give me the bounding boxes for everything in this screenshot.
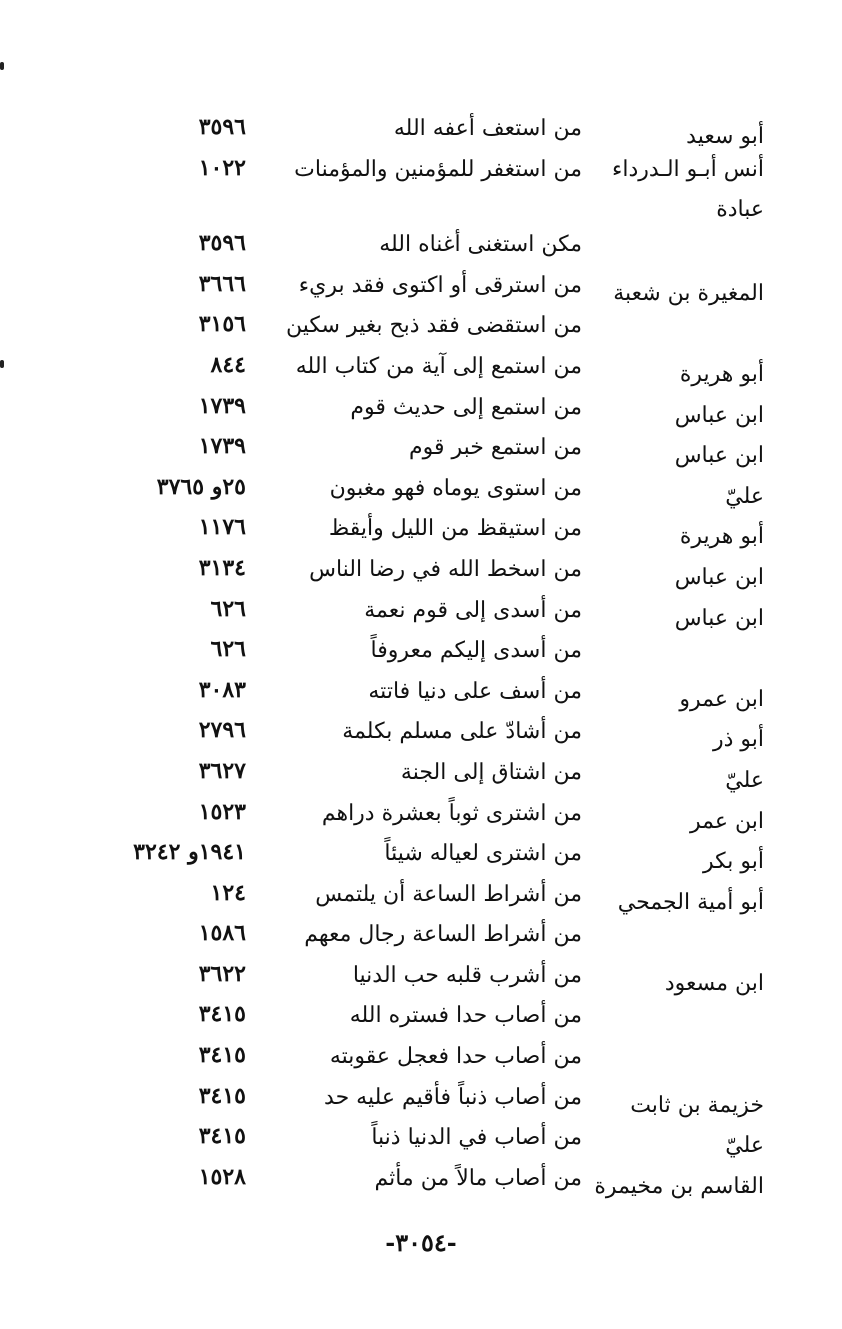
- reference-number: ٢٥و ٣٧٦٥: [156, 473, 246, 500]
- reference-number: ١٢٤: [210, 879, 246, 906]
- hadith-incipit: من أشراط الساعة رجال معهم: [304, 922, 582, 948]
- narrator-name: أبو ذر: [712, 727, 764, 753]
- hadith-incipit: من استرقى أو اكتوى فقد بريء: [298, 272, 582, 298]
- narrator-name: ابن عباس: [674, 402, 764, 428]
- hadith-incipit: من أشرب قلبه حب الدنيا: [352, 962, 582, 988]
- reference-number: ٢٧٩٦: [198, 717, 246, 744]
- hadith-incipit: من استيقظ من الليل وأيقظ: [328, 516, 582, 542]
- index-row: [0, 1001, 842, 1042]
- reference-number: ٣٤١٥: [198, 1123, 246, 1150]
- index-row: [0, 1042, 842, 1083]
- index-row: [0, 155, 842, 196]
- hadith-incipit: من أصاب حدا فعجل عقوبته: [329, 1044, 582, 1070]
- reference-number: ٣٥٩٦: [198, 114, 246, 140]
- reference-number: ١٧٣٩: [198, 392, 246, 419]
- hadith-incipit: من أصاب في الدنيا ذنباً: [371, 1125, 582, 1151]
- index-row: [0, 596, 842, 637]
- margin-mark: [0, 62, 4, 70]
- hadith-incipit: من استغفر للمؤمنين والمؤمنات: [294, 156, 582, 182]
- index-row: [0, 839, 842, 880]
- hadith-incipit: من أسدى إلى قوم نعمة: [364, 597, 582, 623]
- index-row: [0, 555, 842, 596]
- hadith-incipit: من اسخط الله في رضا الناس: [309, 556, 582, 582]
- index-row: [0, 1083, 842, 1124]
- index-row: [0, 961, 842, 1002]
- reference-number: ٦٢٦: [210, 636, 246, 663]
- index-row: [0, 114, 842, 155]
- hadith-incipit: من استمع إلى آية من كتاب الله: [295, 353, 582, 379]
- narrator-name: ابن عمر: [690, 808, 764, 834]
- reference-number: ١٥٢٣: [198, 798, 246, 825]
- hadith-incipit: من أسدى إليكم معروفاً: [370, 638, 582, 664]
- page-number: -٣٠٥٤-: [385, 1228, 457, 1257]
- reference-number: ١٥٢٨: [198, 1163, 246, 1190]
- hadith-incipit: من أصاب حدا فستره الله: [349, 1003, 582, 1029]
- narrator-name: ابن مسعود: [664, 970, 764, 996]
- hadith-incipit: من أسف على دنيا فاتته: [368, 678, 582, 704]
- index-row: [0, 271, 842, 312]
- reference-number: ١٩٤١و ٣٢٤٢: [133, 839, 246, 866]
- index-entries: [0, 114, 842, 1204]
- reference-number: ١٧٣٩: [198, 433, 246, 460]
- narrator-name: خزيمة بن ثابت: [630, 1092, 764, 1118]
- reference-number: ٣١٣٤: [198, 554, 246, 581]
- hadith-incipit: من استعف أعفه الله: [393, 116, 582, 141]
- hadith-incipit: من أصاب مالاً من مأثم: [374, 1165, 582, 1191]
- index-row: [0, 311, 842, 352]
- index-row: [0, 636, 842, 677]
- reference-number: ٨٤٤: [210, 351, 246, 378]
- hadith-incipit: من اشترى ثوباً بعشرة دراهم: [321, 800, 582, 826]
- narrator-name: عليّ: [725, 1133, 764, 1159]
- reference-number: ٣٤١٥: [198, 1001, 246, 1028]
- index-row: [0, 1164, 842, 1205]
- reference-number: ٣٥٩٦: [198, 230, 246, 257]
- reference-number: ١٥٨٦: [198, 920, 246, 947]
- narrator-name: أبو هريرة: [679, 524, 764, 550]
- narrator-name: عليّ: [725, 767, 764, 793]
- narrator-name: أبو سعيد: [686, 124, 764, 149]
- narrator-name: أبو بكر: [702, 849, 764, 875]
- reference-number: ٣١٥٦: [198, 311, 246, 338]
- index-row: [0, 474, 842, 515]
- index-row: [0, 1123, 842, 1164]
- hadith-incipit: من استوى يوماه فهو مغبون: [329, 475, 582, 501]
- hadith-incipit: من أشراط الساعة أن يلتمس: [315, 881, 582, 907]
- reference-number: ٣٤١٥: [198, 1042, 246, 1069]
- hadith-incipit: من استمع خبر قوم: [408, 435, 582, 461]
- hadith-incipit: من استمع إلى حديث قوم: [350, 394, 582, 420]
- index-row-continuation: [0, 195, 842, 230]
- index-row: [0, 352, 842, 393]
- reference-number: ٣٦٢٧: [198, 757, 246, 784]
- narrator-name: ابن عباس: [674, 443, 764, 469]
- reference-number: ٦٢٦: [210, 595, 246, 622]
- narrator-name: ابن عمرو: [679, 686, 764, 712]
- hadith-incipit: مكن استغنى أغناه الله: [379, 232, 582, 258]
- hadith-incipit: من استقضى فقد ذبح بغير سكين: [285, 313, 582, 339]
- narrator-name: أنس أبـو الـدرداء: [611, 156, 764, 182]
- reference-number: ٣٠٨٣: [198, 676, 246, 703]
- reference-number: ٣٤١٥: [198, 1082, 246, 1109]
- narrator-name: القاسم بن مخيمرة: [594, 1173, 764, 1199]
- index-row: [0, 717, 842, 758]
- hadith-incipit: من اشتاق إلى الجنة: [400, 759, 582, 785]
- index-row: [0, 230, 842, 271]
- index-row: [0, 433, 842, 474]
- index-row: [0, 880, 842, 921]
- reference-number: ٣٦٢٢: [198, 960, 246, 987]
- index-row: [0, 920, 842, 961]
- index-row: [0, 393, 842, 434]
- hadith-incipit: من أشادّ على مسلم بكلمة: [342, 719, 582, 745]
- hadith-incipit: من اشترى لعياله شيئاً: [384, 841, 582, 867]
- index-row: [0, 758, 842, 799]
- index-row: [0, 677, 842, 718]
- reference-number: ١١٧٦: [198, 514, 246, 541]
- narrator-name: عليّ: [725, 483, 764, 509]
- narrator-continuation: عبادة: [716, 197, 764, 223]
- narrator-name: أبو هريرة: [679, 361, 764, 387]
- narrator-name: أبو أمية الجمحي: [617, 889, 764, 915]
- reference-number: ٣٦٦٦: [198, 270, 246, 297]
- index-row: [0, 799, 842, 840]
- narrator-name: المغيرة بن شعبة: [613, 280, 764, 306]
- narrator-name: ابن عباس: [674, 605, 764, 631]
- reference-number: ١٠٢٢: [198, 154, 246, 181]
- hadith-incipit: من أصاب ذنباً فأقيم عليه حد: [324, 1084, 582, 1110]
- index-row: [0, 514, 842, 555]
- narrator-name: ابن عباس: [674, 564, 764, 590]
